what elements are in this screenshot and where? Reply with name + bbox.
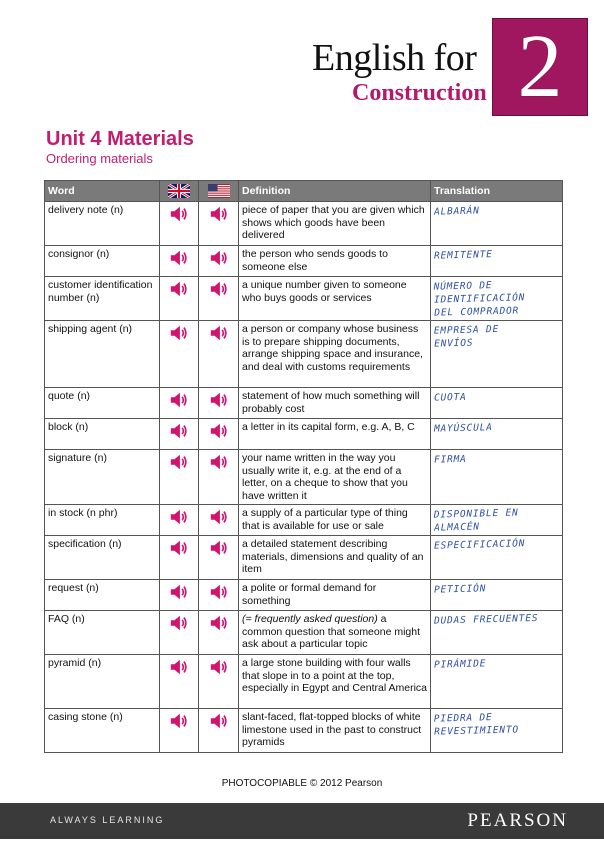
word-cell: FAQ (n) [45,611,160,655]
translation-cell [431,536,563,580]
table-row [45,419,563,450]
handwritten-translation: DUDAS FRECUENTES [433,612,539,627]
book-subtitle: Construction [352,80,487,106]
speaker-icon[interactable] [168,661,190,673]
speaker-icon[interactable] [168,425,190,437]
us-audio-cell[interactable] [199,709,239,753]
handwritten-translation: NÚMERO DE IDENTIFICACIÓN DEL COMPRADOR [433,280,526,319]
uk-audio-cell[interactable] [160,321,199,388]
definition-cell [239,580,431,611]
table-row [45,246,563,277]
uk-audio-cell[interactable] [160,246,199,277]
handwritten-translation: CUOTA [433,391,467,404]
speaker-icon[interactable] [168,617,190,629]
definition-text: a polite or formal demand for something [242,582,377,607]
column-header-translation: Translation [431,181,563,202]
unit-subtitle: Ordering materials [46,151,153,166]
table-row [45,611,563,655]
us-audio-cell[interactable] [199,450,239,505]
table-row [45,709,563,753]
speaker-icon[interactable] [168,394,190,406]
speaker-icon[interactable] [208,327,230,339]
definition-cell [239,321,431,388]
uk-audio-cell[interactable] [160,277,199,321]
uk-audio-cell[interactable] [160,655,199,709]
translation-cell [431,580,563,611]
uk-audio-cell[interactable] [160,419,199,450]
table-row [45,505,563,536]
translation-cell [431,611,563,655]
definition-text: a detailed statement describing materials, dimensions and quality of an item [242,538,424,575]
definition-text: a supply of a particular type of thing that is available for use or sale [242,507,408,532]
speaker-icon[interactable] [168,456,190,468]
word-cell: in stock (n phr) [45,505,160,536]
translation-cell [431,709,563,753]
speaker-icon[interactable] [168,542,190,554]
definition-cell [239,202,431,246]
column-header-word: Word [45,181,160,202]
word-cell: specification (n) [45,536,160,580]
translation-cell [431,246,563,277]
uk-audio-cell[interactable] [160,505,199,536]
speaker-icon[interactable] [208,661,230,673]
translation-cell [431,388,563,419]
page-header [0,0,604,120]
uk-flag-icon [168,184,190,198]
column-header-uk [160,181,199,202]
speaker-icon[interactable] [168,327,190,339]
translation-cell [431,419,563,450]
book-title: English for [312,37,477,79]
speaker-icon[interactable] [168,283,190,295]
us-audio-cell[interactable] [199,505,239,536]
definition-cell [239,277,431,321]
translation-cell [431,321,563,388]
speaker-icon[interactable] [168,511,190,523]
table-row [45,388,563,419]
footer-bar [0,803,604,839]
table-row [45,202,563,246]
word-cell: delivery note (n) [45,202,160,246]
word-cell: casing stone (n) [45,709,160,753]
word-cell: pyramid (n) [45,655,160,709]
definition-cell [239,611,431,655]
handwritten-translation: ALBARÁN [433,205,480,218]
table-row [45,580,563,611]
definition-text: statement of how much something will probably cost [242,390,420,415]
us-audio-cell[interactable] [199,277,239,321]
definition-text: a unique number given to someone who buys goods or services [242,279,407,304]
us-audio-cell[interactable] [199,246,239,277]
word-cell: request (n) [45,580,160,611]
uk-audio-cell[interactable] [160,202,199,246]
word-cell: consignor (n) [45,246,160,277]
us-audio-cell[interactable] [199,580,239,611]
translation-cell [431,277,563,321]
word-cell: shipping agent (n) [45,321,160,388]
level-badge [492,18,588,116]
table-header-row [45,181,563,202]
definition-cell [239,419,431,450]
handwritten-translation: PIEDRA DE REVESTIMIENTO [433,712,520,738]
column-header-us [199,181,239,202]
table-row [45,536,563,580]
handwritten-translation: FIRMA [433,453,467,466]
table-row [45,450,563,505]
speaker-icon[interactable] [208,617,230,629]
us-audio-cell[interactable] [199,655,239,709]
speaker-icon[interactable] [208,456,230,468]
tagline: ALWAYS LEARNING [50,815,165,825]
speaker-icon[interactable] [168,208,190,220]
handwritten-translation: REMITENTE [433,249,493,262]
word-cell: signature (n) [45,450,160,505]
speaker-icon[interactable] [208,511,230,523]
word-cell: customer identification number (n) [45,277,160,321]
speaker-icon[interactable] [208,586,230,598]
definition-cell [239,536,431,580]
us-audio-cell[interactable] [199,388,239,419]
translation-cell [431,655,563,709]
speaker-icon[interactable] [208,542,230,554]
definition-cell [239,655,431,709]
column-header-definition: Definition [239,181,431,202]
speaker-icon[interactable] [208,283,230,295]
brand-logo: PEARSON [467,810,568,831]
definition-text: a person or company whose business is to prepare shipping documents, arrange shipping space and insurance, and deal with customs requirements [242,323,423,373]
table-row [45,655,563,709]
speaker-icon[interactable] [168,715,190,727]
handwritten-translation: DISPONIBLE EN ALMACÉN [433,507,519,534]
speaker-icon[interactable] [208,252,230,264]
definition-text: the person who sends goods to someone else [242,248,388,273]
speaker-icon[interactable] [208,394,230,406]
definition-text: a large stone building with four walls that slope in to a point at the top, especially in Egypt and Central America [242,657,428,694]
uk-audio-cell[interactable] [160,580,199,611]
uk-audio-cell[interactable] [160,709,199,753]
handwritten-translation: PETICIÓN [433,583,487,596]
definition-text: your name written in the way you usually write it, e.g. at the end of a letter, on a cheque to show that you have written it [242,452,408,502]
speaker-icon[interactable] [208,425,230,437]
level-number: 2 [517,17,563,116]
word-cell: block (n) [45,419,160,450]
unit-title: Unit 4 Materials [46,128,194,150]
definition-cell [239,709,431,753]
definition-text: a letter in its capital form, e.g. A, B, C [242,421,415,433]
uk-audio-cell[interactable] [160,388,199,419]
handwritten-translation: ESPECIFICACIÓN [433,538,526,552]
handwritten-translation: PIRÁMIDE [433,658,487,671]
definition-cell [239,450,431,505]
uk-audio-cell[interactable] [160,611,199,655]
definition-cell [239,246,431,277]
definition-cell [239,505,431,536]
table-row [45,321,563,388]
word-cell: quote (n) [45,388,160,419]
speaker-icon[interactable] [208,715,230,727]
translation-cell [431,202,563,246]
uk-audio-cell[interactable] [160,536,199,580]
speaker-icon[interactable] [208,208,230,220]
us-audio-cell[interactable] [199,321,239,388]
us-audio-cell[interactable] [199,419,239,450]
us-audio-cell[interactable] [199,202,239,246]
speaker-icon[interactable] [168,586,190,598]
us-audio-cell[interactable] [199,611,239,655]
speaker-icon[interactable] [168,252,190,264]
handwritten-translation: EMPRESA DE ENVÍOS [433,323,500,350]
uk-audio-cell[interactable] [160,450,199,505]
translation-cell [431,505,563,536]
vocabulary-table [44,180,563,753]
table-row [45,277,563,321]
definition-italic: (= frequently asked question) [242,613,378,625]
handwritten-translation: MAYÚSCULA [433,422,493,435]
definition-text: a common question that someone might ask about a particular topic [242,613,421,650]
us-flag-icon [208,184,230,198]
us-audio-cell[interactable] [199,536,239,580]
translation-cell [431,450,563,505]
definition-text: slant-faced, flat-topped blocks of white limestone used in the past to construct pyramids [242,711,422,748]
definition-cell [239,388,431,419]
definition-text: piece of paper that you are given which shows which goods have been delivered [242,204,425,241]
copyright-note: PHOTOCOPIABLE © 2012 Pearson [221,778,383,789]
